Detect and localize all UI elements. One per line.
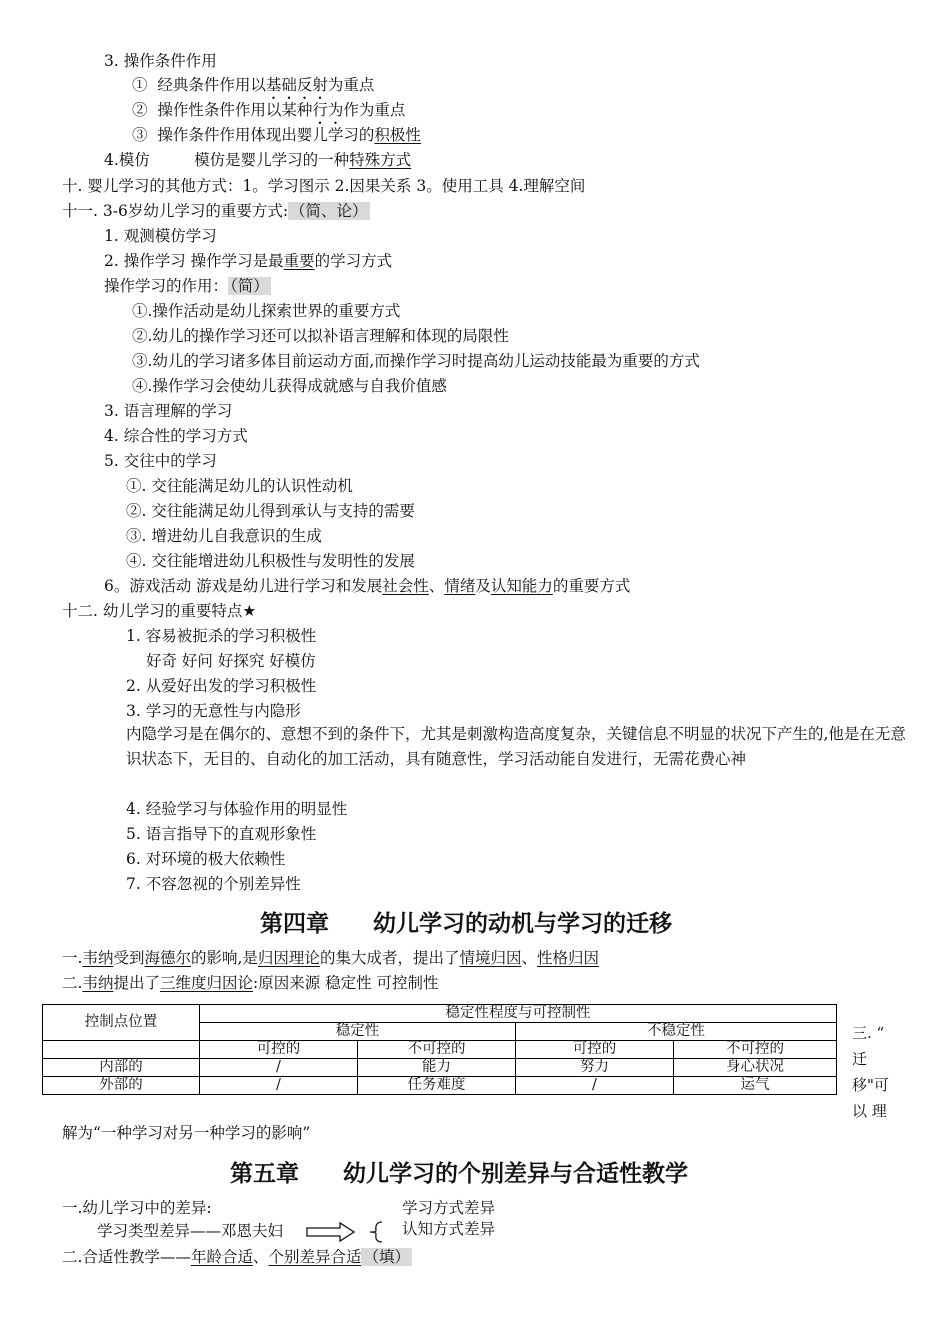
table-sub-header: 可控的 [200,1041,358,1059]
twelve-item-6: 6. 对环境的极大依赖性 [126,850,286,868]
tag-jian-lun: （简、论） [290,202,368,220]
role-item-4: ④.操作学习会使幼儿获得成就感与自我价值感 [132,377,447,395]
table-row-label: 内部的 [43,1059,200,1077]
brace-top-item: 学习方式差异 [402,1199,496,1217]
sec3-item-1: ① 经典条件作用以基础反射为重点 [132,76,375,94]
twelve-item-2: 2. 从爱好出发的学习积极性 [126,677,317,695]
transfer-definition: 解为“一种学习对另一种学习的影响” [62,1124,311,1142]
role-item-1: ①.操作活动是幼儿探索世界的重要方式 [132,302,401,320]
table-row [43,1059,837,1077]
learning-type-difference: 学习类型差异——邓恩夫妇 [97,1222,284,1240]
communication-item-1: ①. 交往能满足幼儿的认识性动机 [126,477,353,495]
twelve-item-1: 1. 容易被扼杀的学习积极性 [126,627,317,645]
chapter-4-title: 第四章 幼儿学习的动机与学习的迁移 [260,911,672,937]
table-unstable-header: 不稳定性 [516,1023,837,1041]
communication-item-4: ④. 交往能增进幼儿积极性与发明性的发展 [126,552,415,570]
chapter-5-title: 第五章 幼儿学习的个别差异与合适性教学 [230,1161,688,1187]
table-sub-header: 不可控的 [674,1041,837,1059]
tag-tian: （填） [363,1248,410,1266]
arrow-brace-icon [306,1221,404,1243]
differences-heading: 一.幼儿学习中的差异: [62,1199,212,1217]
star-icon: ★ [242,602,257,620]
eleven-item-6: 6。游戏活动 游戏是幼儿进行学习和发展社会性、情绪及认知能力的重要方式 [104,577,631,595]
role-item-3: ③.幼儿的学习诸多体目前运动方面,而操作学习时提高幼儿运动技能最为重要的方式 [132,352,700,370]
weiner-line-2: 二.韦纳提出了三维度归因论:原因来源 稳定性 可控制性 [62,974,439,992]
table-sub-header: 不可控的 [358,1041,516,1059]
sec3-item-3: ③ 操作条件作用体现出婴儿学习的积极性 [132,126,421,144]
weiner-line-1: 一.韦纳受到海德尔的影响,是归因理论的集大成者，提出了情境归因、性格归因 [62,949,599,967]
sec3-heading: 3. 操作条件作用 [104,52,217,70]
tag-jian: （简） [230,277,269,295]
brace-bottom-item: 认知方式差异 [402,1220,496,1238]
twelve-item-5: 5. 语言指导下的直观形象性 [126,825,317,843]
section-twelve-heading: 十二. 幼儿学习的重要特点★ [62,602,257,620]
table-cell: 任务难度 [358,1077,516,1095]
communication-item-3: ③. 增进幼儿自我意识的生成 [126,527,322,545]
table-cell: / [200,1077,358,1095]
eleven-item-1: 1. 观测模仿学习 [104,227,217,245]
role-item-2: ②.幼儿的操作学习还可以拟补语言理解和体现的局限性 [132,327,509,345]
twelve-item-7: 7. 不容忽视的个别差异性 [126,875,301,893]
section-eleven-heading: 十一. 3-6岁幼儿学习的重要方式: （简、论） [62,202,368,220]
twelve-item-4: 4. 经验学习与体验作用的明显性 [126,800,348,818]
table-cell: / [200,1059,358,1077]
table-cell-empty [43,1041,200,1059]
transfer-side-text: 三. “ 迁 移"可 以 理 [852,1024,889,1120]
attribution-table [42,1004,837,1095]
table-top-header: 稳定性程度与可控制性 [200,1005,837,1023]
table-corner: 控制点位置 [43,1005,200,1041]
eleven-item-3: 3. 语言理解的学习 [104,402,233,420]
eleven-item-2: 2. 操作学习 操作学习是最重要的学习方式 [104,252,393,270]
table-cell: 能力 [358,1059,516,1077]
appropriate-teaching-line: 二.合适性教学——年龄合适、个别差异合适 （填） [62,1248,410,1266]
communication-item-2: ②. 交往能满足幼儿得到承认与支持的需要 [126,502,415,520]
twelve-item-3: 3. 学习的无意性与内隐形 [126,702,301,720]
table-cell: / [516,1077,674,1095]
operation-role-label: 操作学习的作用： （简） [104,277,269,295]
table-row [43,1077,837,1095]
section-ten: 十. 婴儿学习的其他方式：1。学习图示 2.因果关系 3。使用工具 4.理解空间 [62,177,586,195]
table-cell: 运气 [674,1077,837,1095]
table-sub-header: 可控的 [516,1041,674,1059]
table-row-label: 外部的 [43,1077,200,1095]
eleven-item-4: 4. 综合性的学习方式 [104,427,248,445]
implicit-learning-paragraph: 内隐学习是在偶尔的、意想不到的条件下，尤其是刺激构造高度复杂，关键信息不明显的状况下产生的,他是在无意识状态下，无目的、自动化的加工活动，具有随意性，学习活动能自发进行，无需花费心神 [126,725,906,768]
twelve-item-1-sub: 好奇 好问 好探究 好模仿 [146,652,316,670]
table-cell: 努力 [516,1059,674,1077]
table-stable-header: 稳定性 [200,1023,516,1041]
sec3-item-2: ② 操作性条件作用以某种行为作为重点 [132,101,406,119]
sec4-imitation: 4.模仿 模仿是婴儿学习的一种特殊方式 [104,151,412,169]
table-cell: 身心状况 [674,1059,837,1077]
eleven-item-5: 5. 交往中的学习 [104,452,217,470]
